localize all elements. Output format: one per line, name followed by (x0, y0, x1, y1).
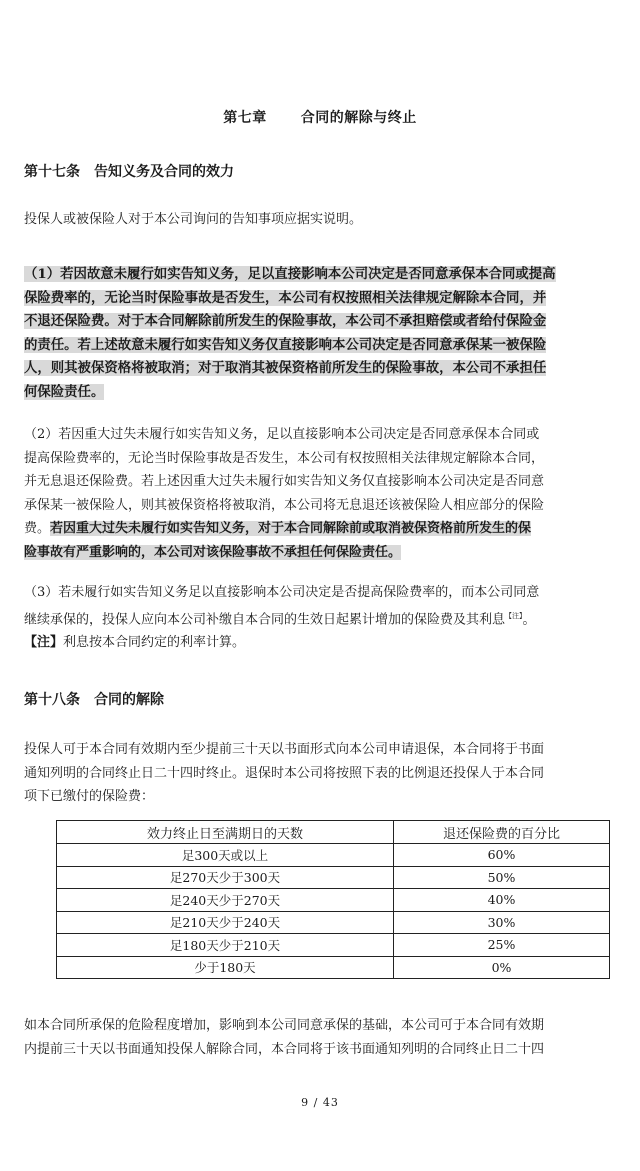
article-18-paragraph-1 (24, 738, 616, 809)
table-row (57, 956, 610, 979)
paragraph-line: 通知列明的合同终止日二十四时终止。退保时本公司将按照下表的比例退还投保人于本合同 (24, 765, 545, 781)
article-17-intro (24, 208, 616, 232)
clause-2-line: 承保某一被保险人，则其被保资格将被取消，本公司将无息退还该被保险人相应部分的保险 (24, 497, 545, 513)
clause-3-end: 。 (522, 611, 536, 627)
clause-3-line: （3）若未履行如实告知义务足以直接影响本公司决定是否提高保险费率的，而本公司同意 (24, 585, 540, 600)
article-title: 合同的解除 (94, 692, 164, 708)
chapter-heading (0, 107, 640, 127)
article-18-paragraph-2 (24, 1014, 616, 1061)
table-header-row (57, 821, 610, 844)
table-cell: 少于180天 (57, 956, 394, 979)
paragraph-line: 内提前三十天以书面通知投保人解除合同，本合同将于该书面通知列明的合同终止日二十四 (24, 1041, 545, 1057)
chapter-number: 第七章 (223, 110, 267, 126)
clause-3-line: 继续承保的，投保人应向本公司补缴自本合同的生效日起累计增加的保险费及其利息 (24, 611, 506, 627)
table-cell: 50% (394, 866, 610, 889)
article-title: 告知义务及合同的效力 (94, 164, 234, 180)
column-header: 效力终止日至满期日的天数 (57, 821, 394, 844)
table-row (57, 911, 610, 934)
table-cell: 30% (394, 911, 610, 934)
table-cell: 足180天少于210天 (57, 934, 394, 957)
clause-1-line: 的责任。若上述故意未履行如实告知义务仅直接影响本公司决定是否同意承保某一被保险 (24, 336, 547, 353)
table-cell: 足210天少于240天 (57, 911, 394, 934)
article-number: 第十八条 (24, 692, 80, 708)
clause-1-line: 何保险责任。 (24, 383, 105, 400)
clause-1-line: 保险费率的，无论当时保险事故是否发生，本公司有权按照相关法律规定解除本合同，并 (24, 289, 547, 306)
table-row (57, 844, 610, 867)
column-header: 退还保险费的百分比 (394, 821, 610, 844)
table-row (57, 934, 610, 957)
intro-text: 投保人或被保险人对于本公司询问的告知事项应据实说明。 (24, 212, 363, 227)
refund-rate-table (56, 820, 610, 979)
clause-2-bold-text: 若因重大过失未履行如实告知义务，对于本合同解除前或取消被保资格前所发生的保 (50, 521, 532, 536)
table-cell: 25% (394, 934, 610, 957)
paragraph-line: 如本合同所承保的危险程度增加，影响到本公司同意承保的基础，本公司可于本合同有效期 (24, 1018, 545, 1033)
article-number: 第十七条 (24, 164, 80, 180)
clause-1-line: （1）若因故意未履行如实告知义务，足以直接影响本公司决定是否同意承保本合同或提高 (24, 266, 556, 282)
table-cell: 足300天或以上 (57, 844, 394, 867)
table-cell: 60% (394, 844, 610, 867)
clause-1-line: 不退还保险费。对于本合同解除前所发生的保险事故，本公司不承担赔偿或者给付保险金 (24, 313, 547, 329)
article-17-clause-1 (24, 263, 616, 404)
article-18-heading (24, 689, 164, 709)
table-cell: 0% (394, 956, 610, 979)
chapter-title: 合同的解除与终止 (300, 110, 417, 126)
table-row (57, 889, 610, 912)
note-reference: 【注】 (505, 611, 523, 620)
article-17-clause-3 (24, 581, 616, 655)
table-cell: 足240天少于270天 (57, 889, 394, 912)
table-cell: 足270天少于300天 (57, 866, 394, 889)
note-text: 利息按本合同约定的利率计算。 (63, 635, 246, 651)
clause-2-line: 费。 (24, 521, 51, 536)
clause-2-bold-text: 险事故有严重影响的，本公司对该保险事故不承担任何保险责任。 (24, 544, 402, 560)
clause-2-line: （2）若因重大过失未履行如实告知义务，足以直接影响本公司决定是否同意承保本合同或 (24, 427, 540, 442)
paragraph-line: 项下已缴付的保险费： (24, 789, 155, 804)
article-17-clause-2 (24, 423, 616, 564)
clause-2-line: 并无息退还保险费。若上述因重大过失未履行如实告知义务仅直接影响本公司决定是否同意 (24, 474, 545, 489)
table-row (57, 866, 610, 889)
page-number: 9 / 43 (301, 1096, 339, 1109)
note-label: 【注】 (24, 635, 64, 651)
article-17-heading (24, 161, 234, 181)
table-cell: 40% (394, 889, 610, 912)
paragraph-line: 投保人可于本合同有效期内至少提前三十天以书面形式向本公司申请退保，本合同将于书面 (24, 742, 545, 757)
clause-1-line: 人，则其被保资格将被取消；对于取消其被保资格前所发生的保险事故，本公司不承担任 (24, 360, 547, 376)
clause-2-line: 提高保险费率的，无论当时保险事故是否发生，本公司有权按照相关法律规定解除本合同， (24, 450, 545, 466)
